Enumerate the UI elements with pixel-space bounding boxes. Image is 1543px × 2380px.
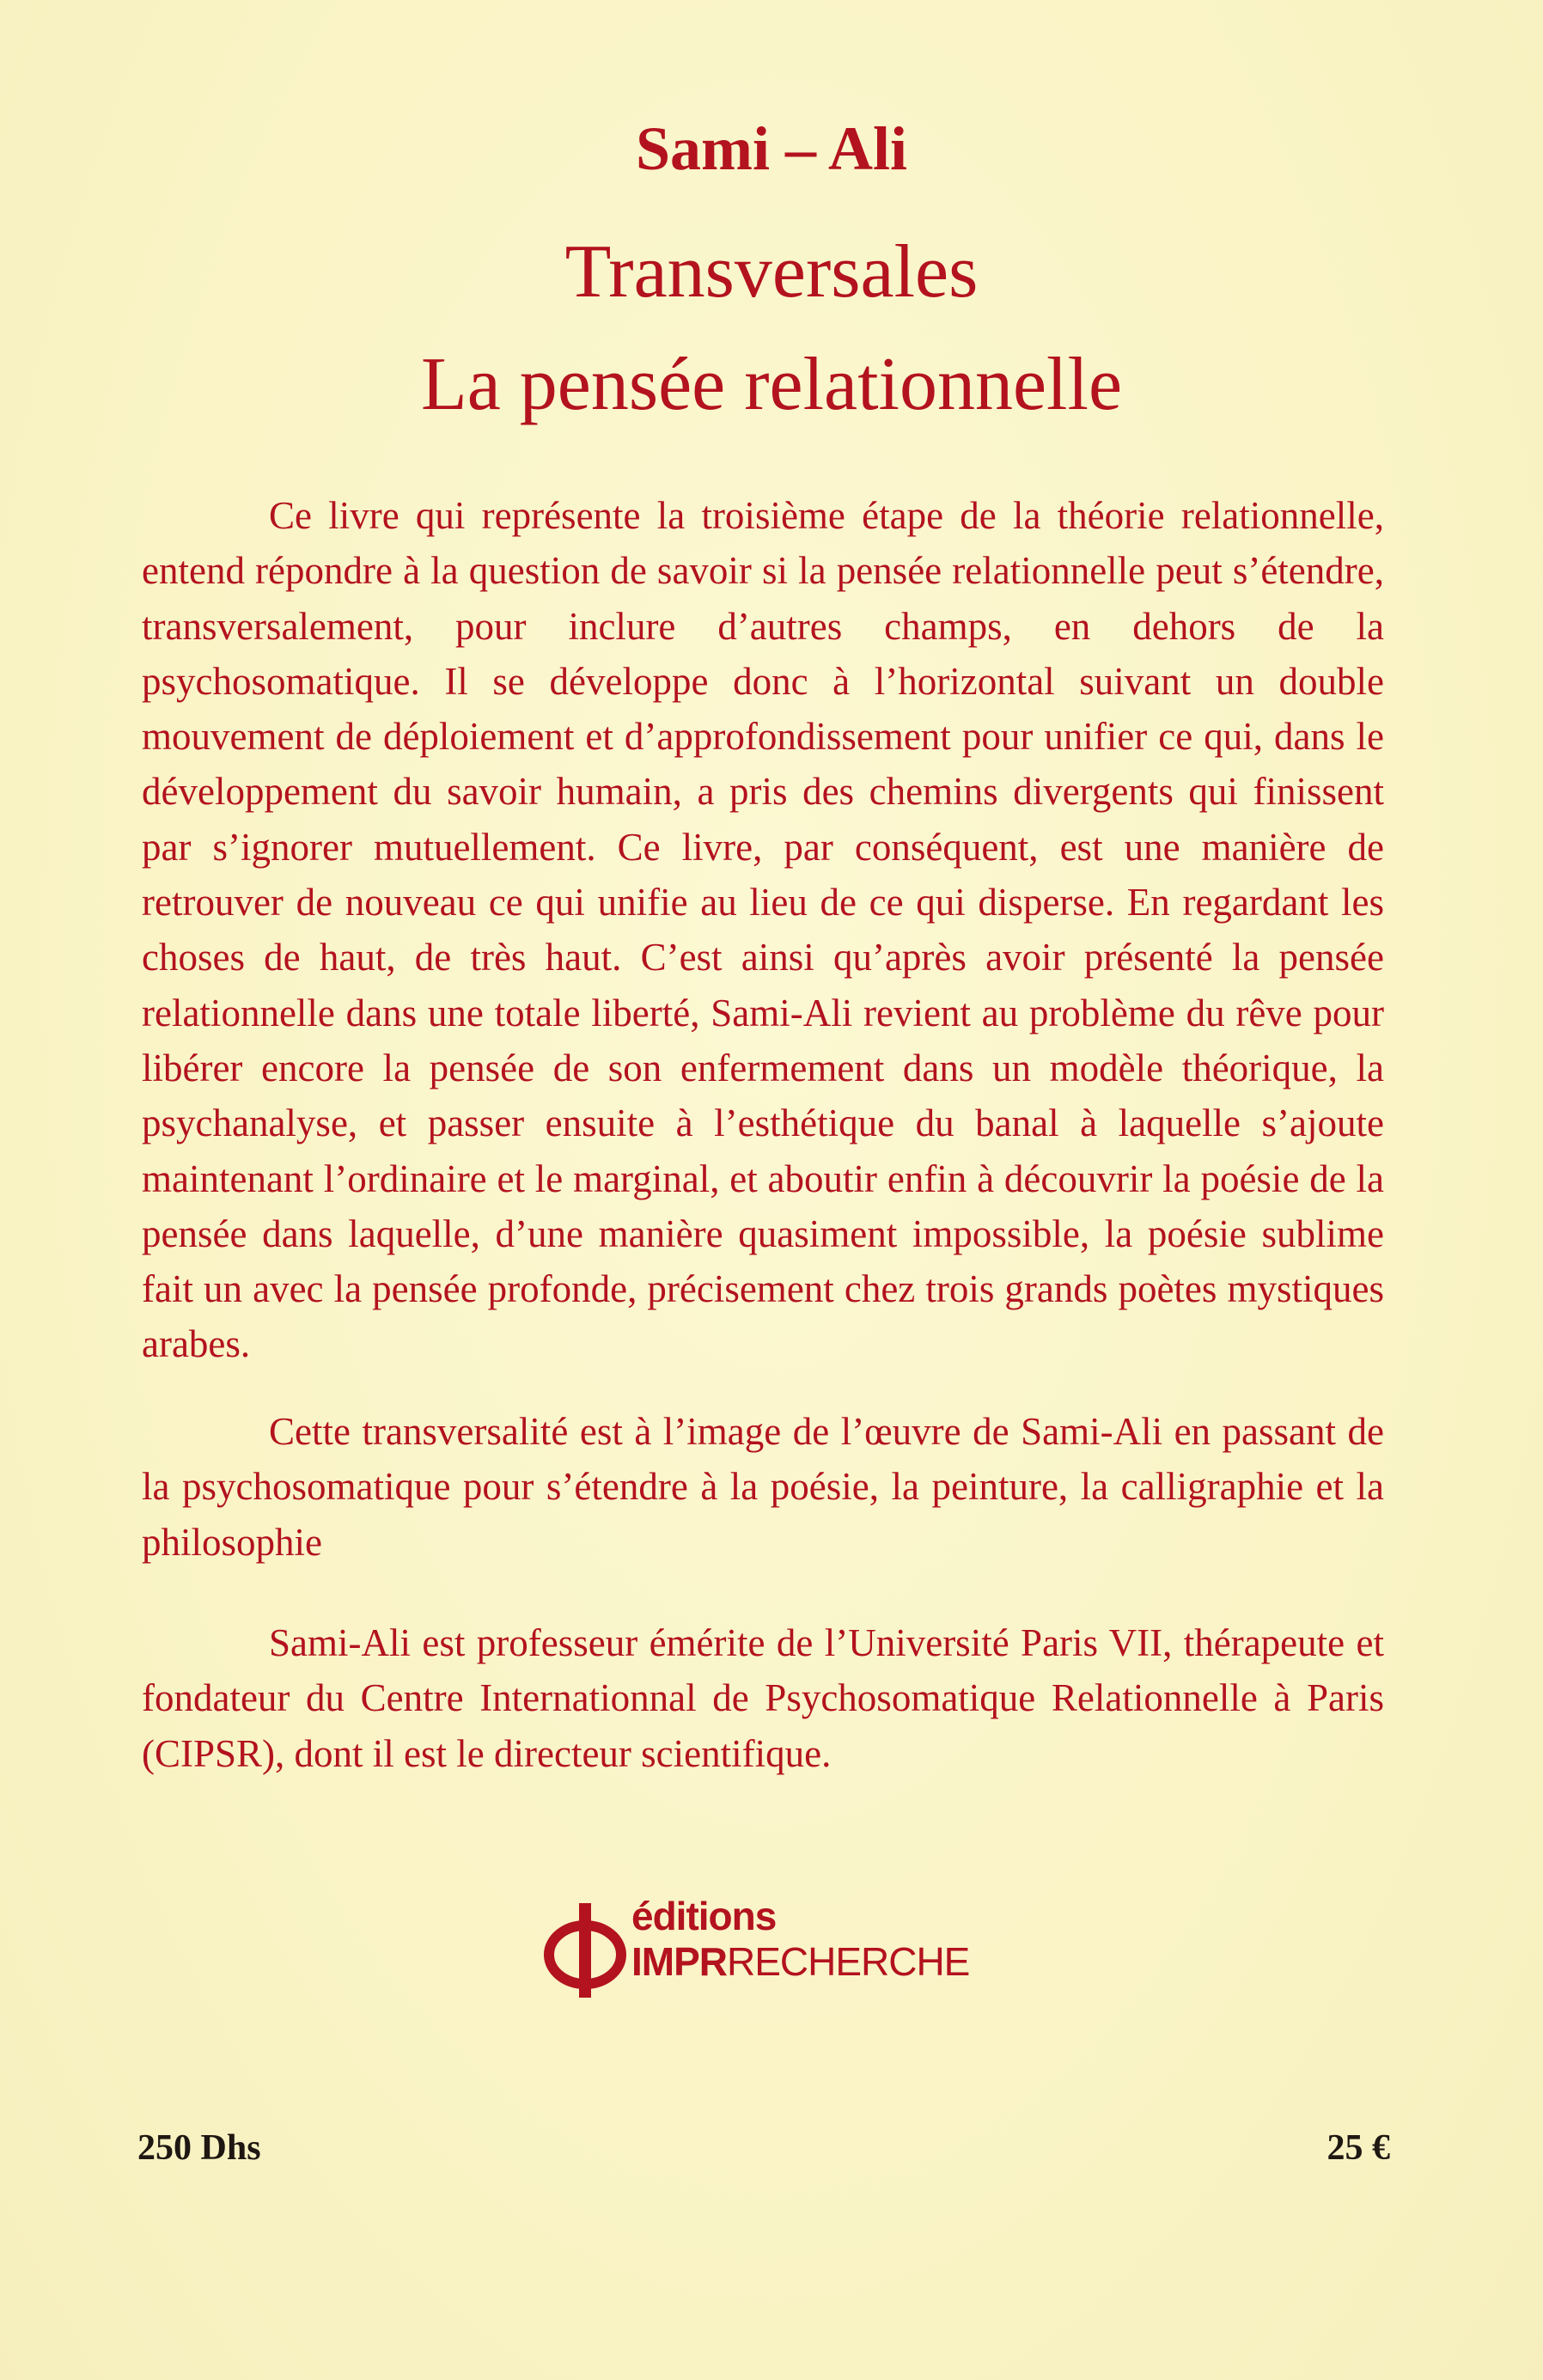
- publisher-name: [631, 1939, 969, 1984]
- book-title: Transversales: [564, 230, 979, 314]
- author-name: Sami – Ali: [635, 114, 908, 183]
- blurb-paragraph: Ce livre qui représente la troisième étape de la théorie relationnelle, entend répondre à la question de savoir si la pensée relationnelle peut s’étendre, transversalement, pour inclure d’autres champs, en dehors de la psychosomatique. Il se développe donc à l’horizontal suivant un double mouvement de déploiement et d’approfondissement pour unifier ce qui, dans le développement du savoir humain, a pris des chemins divergents qui finissent par s’ignorer mutuellement. Ce livre, par conséquent, est une manière de retrouver de nouveau ce qui unifie au lieu de ce qui disperse. En regardant les choses de haut, de très haut. C’est ainsi qu’après avoir présenté la pensée relationnelle dans une totale liberté, Sami-Ali revient au problème du rêve pour libérer encore la pensée de son enfermement dans un modèle théorique, la psychanalyse, et passer ensuite à l’esthétique du banal à laquelle s’ajoute maintenant l’ordinaire et le marginal, et aboutir enfin à découvrir la poésie de la pensée dans laquelle, d’une manière quasiment impossible, la poésie sublime fait un avec la pensée profonde, précisement chez trois grands poètes mystiques arabes.: [142, 494, 1384, 1366]
- price-euro: 25 €: [1326, 2128, 1390, 2168]
- publisher-name-light: RECHERCHE: [727, 1939, 970, 1984]
- blurb-paragraph: Cette transversalité est à l’image de l’œuvre de Sami-Ali en passant de la psychosomatique pour s’étendre à la poésie, la peinture, la calligraphie et la philosophie: [142, 1410, 1384, 1564]
- publisher-name-bold: IMPR: [631, 1939, 727, 1984]
- price-dirham: 250 Dhs: [137, 2128, 261, 2168]
- author-bio-paragraph: Sami-Ali est professeur émérite de l’Université Paris VII, thérapeute et fondateur du Centre Internationnal de Psychosomatique Relationnelle à Paris (CIPSR), dont il est le directeur scientifique.: [142, 1621, 1384, 1775]
- publisher-logo: [535, 1895, 1016, 1998]
- phi-logo-icon: [542, 1903, 628, 1998]
- book-subtitle: La pensée relationnelle: [420, 343, 1123, 426]
- publisher-editions-label: éditions: [631, 1894, 777, 1938]
